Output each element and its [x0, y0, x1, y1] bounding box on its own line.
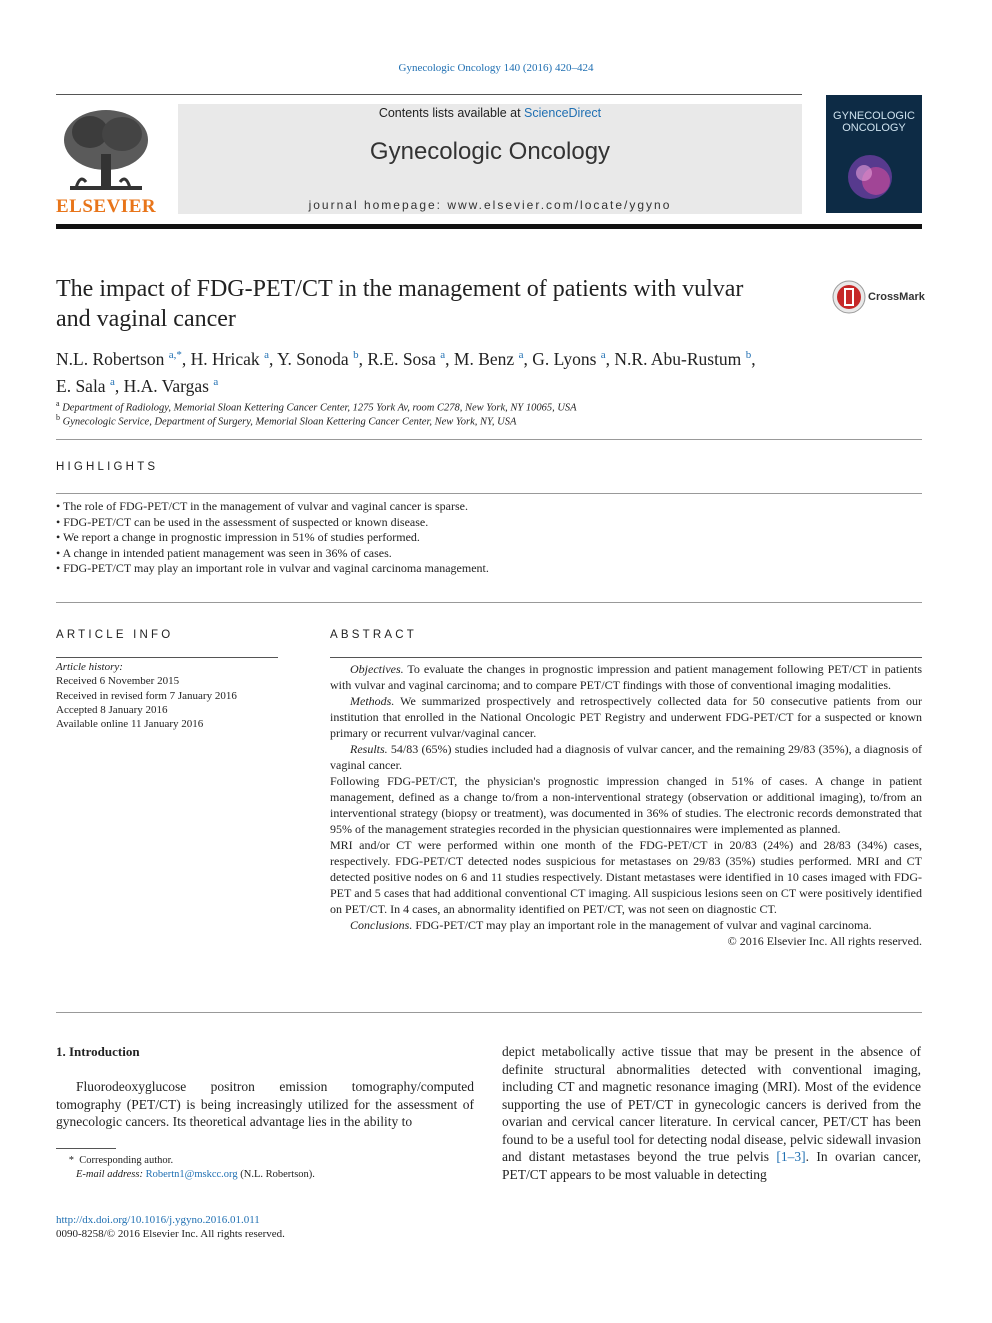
highlight-item: • A change in intended patient management was seen in 36% of cases. [56, 545, 392, 560]
journal-citation[interactable]: Gynecologic Oncology 140 (2016) 420–424 [398, 62, 594, 74]
elsevier-wordmark: ELSEVIER [56, 196, 157, 217]
cover-title: GYNECOLOGIC ONCOLOGY [833, 110, 915, 134]
author[interactable]: H.A. Vargas $^a$ [123, 375, 219, 396]
author[interactable]: N.R. Abu-Rustum $^b$ [614, 348, 752, 369]
highlight-item: • We report a change in prognostic impression in 51% of studies performed. [56, 530, 420, 544]
affiliation: $^b$ Gynecologic Service, Department of Surgery, Memorial Sloan Kettering Cancer Center, New York, NY, USA [56, 413, 517, 428]
header-rule [56, 94, 802, 95]
divider [56, 1012, 922, 1013]
highlight-item: • FDG-PET/CT can be used in the assessment of suspected or known disease. [56, 514, 429, 529]
divider [56, 602, 922, 603]
author[interactable]: N.L. Robertson $^{a,*}$ [56, 348, 182, 369]
author[interactable]: M. Benz $^a$ [453, 348, 524, 369]
abstract-body: Objectives. To evaluate the changes in prognostic impression and patient management following PET/CT in patients with vulvar and vaginal carcinoma; and to compare PET/CT findings with those of conventional imaging modalities. Methods. We summarized prospectively and retrospectively collected data for 50 consecutive patients from our institution that enrolled in the National Oncologic PET Registry and underwent FDG-PET/CT for a suspected or known primary or recurrent vulvar/vaginal cancer. Results. 54/83 (65%) studies included had a diagnosis of vulvar cancer, and the remaining 29/83 (35%), a diagnosis of vaginal cancer. Following FDG-PET/CT, the physician's prognostic impression changed in 51% of cases. A change in patient management, defined as a change to/from a non-interventional strategy (observation or additional imaging), to/from an interventional strategy (biopsy or treatment), was documented in 36% of studies. The electronic records demonstrated that 95% of the management strategies recorded in the physician questionnaires were implemented as planned. MRI and/or CT were performed within one month of the FDG-PET/CT in 20/83 (24%) and 28/83 (34%) cases, respectively. FDG-PET/CT detected nodes suspicious for metastases on 29/83 (35%) studies performed. MRI and CT detected positive nodes on 6 and 11 studies respectively. Distant metastases were identified in 10 cases imaged with FDG-PET and 5 cases that had additional conventional CT imaging. All suspicious lesions seen on CT were positively identified on PET/CT. In 4 cases, an abnormality identified on PET/CT, was not seen on diagnostic CT. Conclusions. FDG-PET/CT may play an important role in the management of vulvar and vaginal carcinoma. © 2016 Elsevier Inc. All rights reserved. [330, 662, 922, 948]
divider [56, 439, 922, 440]
article-info-rule [56, 657, 278, 658]
affiliation: $^a$ Department of Radiology, Memorial Sloan Kettering Cancer Center, 1275 York Av, room C278, New York, NY 10065, USA [56, 399, 577, 414]
reference-link[interactable]: [1–3] [776, 1149, 806, 1164]
crossmark-icon [832, 280, 866, 314]
email-note: E-mail address: Robertn1@mskcc.org (N.L. Robertson). [76, 1169, 315, 1180]
crossmark-button[interactable] [832, 280, 925, 316]
body-right-column: depict metabolically active tissue that may be present in the absence of definite structural abnormalities detected with conventional imaging, including CT and magnetic resonance imaging (MRI). Most of the evidence supporting the use of PET/CT in gynecologic cancers is derived from the ovarian and cervical cancer literature. In cervical cancer, PET/CT has been found to be a useful tool for detecting nodal disease, pelvic sidewall invasion and distant metastases beyond the true pelvis [1–3]. In ovarian cancer, PET/CT appears to be most valuable in detecting [502, 1044, 921, 1182]
header-thick-rule [56, 224, 922, 229]
section-heading: 1. Introduction [56, 1044, 140, 1059]
abstract-heading: ABSTRACT [330, 629, 417, 641]
abstract-rule [330, 657, 922, 658]
highlight-item: • FDG-PET/CT may play an important role in vulvar and vaginal carcinoma management. [56, 561, 489, 575]
crossmark-label: CrossMark [868, 291, 925, 303]
journal-name: Gynecologic Oncology [369, 138, 611, 165]
highlights-heading: HIGHLIGHTS [56, 461, 159, 473]
article-history: Article history: Received 6 November 2015 Received in revised form 7 January 2016 Accepted 8 January 2016 Available online 11 January 2016 [56, 661, 237, 731]
journal-homepage[interactable]: journal homepage: www.elsevier.com/locate/ygyno [308, 198, 672, 212]
author-list: N.L. Robertson $^{a,*}$, H. Hricak $^a$, Y. Sonoda $^b$, R.E. Sosa $^a$, M. Benz $^a$, G. Lyons $^a$, N.R. Abu-Rustum $^b$, E. Sala $^a$, H.A. Vargas $^a$ [56, 348, 756, 396]
issn-notice: 0090-8258/© 2016 Elsevier Inc. All rights reserved. [56, 1228, 285, 1240]
author[interactable]: G. Lyons $^a$ [532, 348, 606, 369]
sciencedirect-link[interactable]: ScienceDirect [524, 106, 602, 120]
author[interactable]: H. Hricak $^a$ [190, 348, 269, 369]
copyright-notice: © 2016 Elsevier Inc. All rights reserved. [727, 934, 922, 948]
article-title: The impact of FDG-PET/CT in the management of patients with vulvar and vaginal cancer [56, 276, 744, 332]
doi-link[interactable]: http://dx.doi.org/10.1016/j.ygyno.2016.01.011 [56, 1214, 260, 1226]
body-left-column: Fluorodeoxyglucose positron emission tomography/computed tomography (PET/CT) is being increasingly utilized for the assessment of gynecologic cancers. Its theoretical advantage lies in the ability to [56, 1079, 474, 1129]
highlight-item: • The role of FDG-PET/CT in the management of vulvar and vaginal cancer is sparse. [56, 499, 468, 513]
footnote-rule [56, 1148, 116, 1149]
email-link[interactable]: Robertn1@mskcc.org [145, 1169, 238, 1180]
divider [56, 493, 922, 494]
author[interactable]: Y. Sonoda $^b$ [277, 348, 359, 369]
article-info-heading: ARTICLE INFO [56, 629, 174, 641]
author[interactable]: R.E. Sosa $^a$ [367, 348, 446, 369]
corresponding-author-note: * Corresponding author. [68, 1155, 174, 1166]
contents-line: Contents lists available at ScienceDirect [378, 106, 602, 120]
author[interactable]: E. Sala $^a$ [56, 375, 115, 396]
